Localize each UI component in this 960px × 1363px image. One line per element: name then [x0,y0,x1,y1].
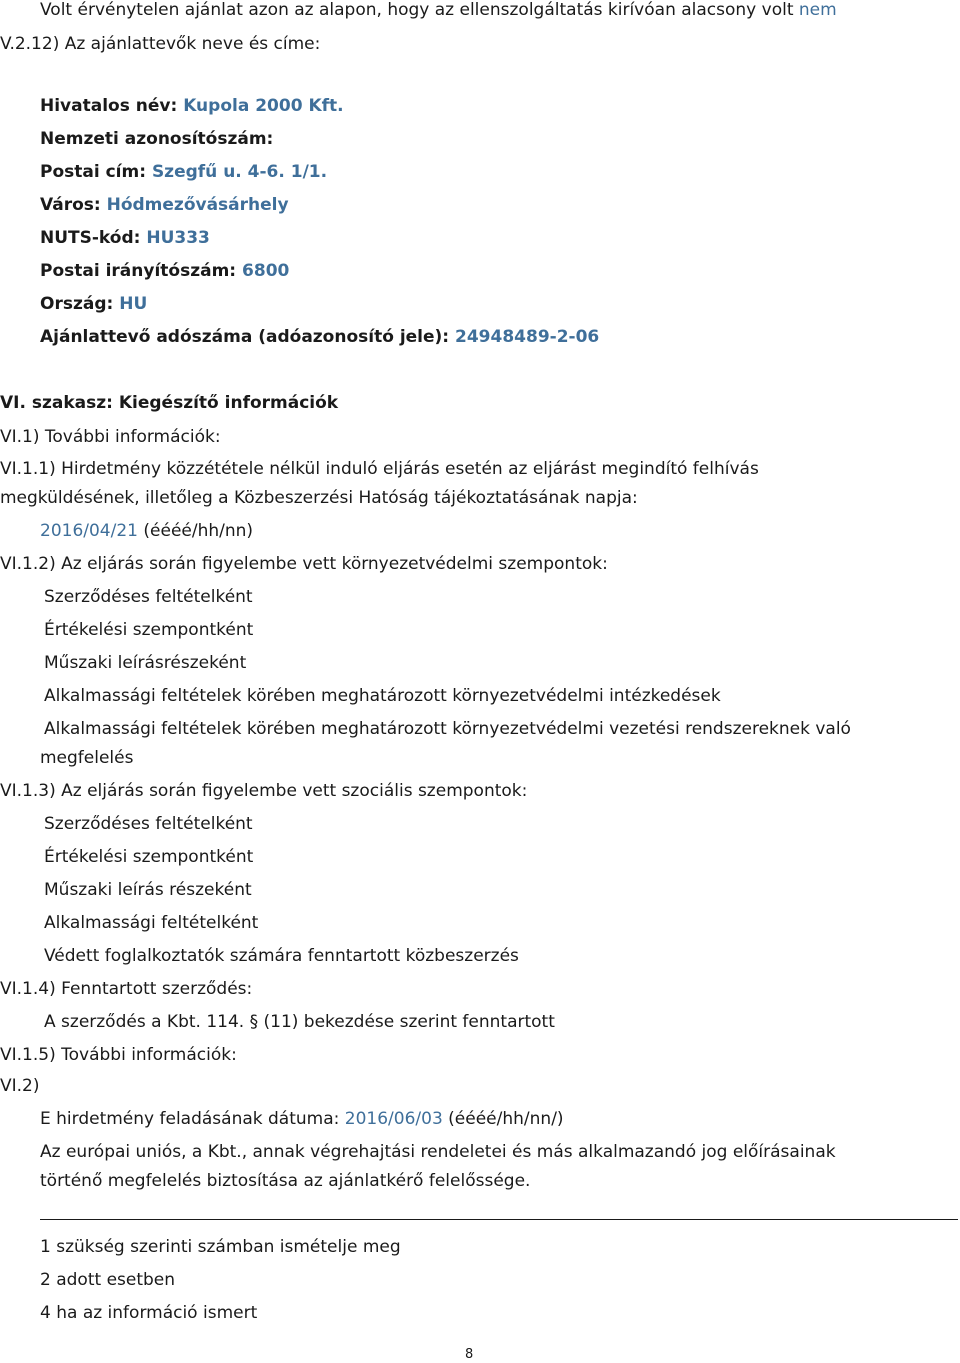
vi12-item: Értékelési szempontként [44,620,254,640]
vi13-item: Értékelési szempontként [44,847,254,867]
tax-number-label: Ajánlattevő adószáma (adóazonosító jele): [40,327,456,347]
tax-number-value: 24948489-2-06 [455,327,600,347]
vi12-item-continuation: megfelelés [40,748,134,768]
vi12-item: Szerződéses feltételként [44,587,253,607]
vi15-heading: VI.1.5) További információk: [0,1045,237,1065]
official-name-value: Kupola 2000 Kft. [183,96,344,116]
official-name-label: Hivatalos név: [40,96,184,116]
official-name-row [40,96,344,116]
footnote: 2 adott esetben [40,1270,176,1290]
vi13-item: Alkalmassági feltételként [44,913,259,933]
country-value: HU [119,294,148,314]
vi13-item: Védett foglalkoztatók számára fenntartott közbeszerzés [44,946,519,966]
city-value: Hódmezővásárhely [106,195,289,215]
vi11-date-format: (éééé/hh/nn) [137,521,254,541]
tenderers-heading: V.2.12) Az ajánlattevők neve és címe: [0,34,321,54]
responsibility-line-1: Az európai uniós, a Kbt., annak végrehajtási rendeletei és más alkalmazandó jog előírásainak [40,1142,836,1162]
responsibility-line-2: történő megfelelés biztosítása az ajánlatkérő felelőssége. [40,1171,531,1191]
nuts-row [40,228,210,248]
vi14-heading: VI.1.4) Fenntartott szerződés: [0,979,253,999]
postal-address-value: Szegfű u. 4-6. 1/1. [151,162,328,182]
vi13-item: Műszaki leírás részeként [44,880,252,900]
postcode-label: Postai irányítószám: [40,261,243,281]
invalid-offer-value: nem [798,0,837,20]
vi13-heading: VI.1.3) Az eljárás során figyelembe vett szociális szempontok: [0,781,528,801]
send-date-value: 2016/06/03 [344,1109,443,1129]
send-date-row [40,1109,564,1129]
send-date-format: (éééé/hh/nn/) [442,1109,564,1129]
city-label: Város: [40,195,107,215]
vi12-heading: VI.1.2) Az eljárás során figyelembe vett környezetvédelmi szempontok: [0,554,608,574]
vi2-heading: VI.2) [0,1076,40,1096]
country-label: Ország: [40,294,120,314]
send-date-label: E hirdetmény feladásának dátuma: [40,1109,345,1129]
invalid-offer-line [40,0,837,20]
invalid-offer-text: Volt érvénytelen ajánlat azon az alapon, hogy az ellenszolgáltatás kirívóan alacsony volt [40,0,799,20]
postcode-value: 6800 [242,261,290,281]
tax-number-row [40,327,599,347]
footnote: 1 szükség szerinti számban ismételje meg [40,1237,401,1257]
footnote-separator [40,1219,958,1220]
vi12-item: Alkalmassági feltételek körében meghatározott környezetvédelmi intézkedések [44,686,721,706]
postal-address-row [40,162,327,182]
vi11-line-2: megküldésének, illetőleg a Közbeszerzési Hatóság tájékoztatásának napja: [0,488,638,508]
vi11-date-value: 2016/04/21 [40,521,138,541]
vi11-date-row [40,521,253,541]
vi12-item: Alkalmassági feltételek körében meghatározott környezetvédelmi vezetési rendszereknek való [44,719,851,739]
nuts-value: HU333 [146,228,210,248]
country-row [40,294,147,314]
city-row [40,195,289,215]
vi12-item: Műszaki leírásrészeként [44,653,247,673]
national-id-label: Nemzeti azonosítószám: [40,129,274,149]
section-vi-title: VI. szakasz: Kiegészítő információk [0,393,339,413]
vi1-heading: VI.1) További információk: [0,427,221,447]
postal-address-label: Postai cím: [40,162,152,182]
footnote: 4 ha az információ ismert [40,1303,258,1323]
postcode-row [40,261,289,281]
vi11-line-1: VI.1.1) Hirdetmény közzététele nélkül induló eljárás esetén az eljárást megindító felhívás [0,459,759,479]
vi13-item: Szerződéses feltételként [44,814,253,834]
page-number: 8 [465,1347,474,1362]
vi14-item: A szerződés a Kbt. 114. § (11) bekezdése szerint fenntartott [44,1012,555,1032]
nuts-label: NUTS-kód: [40,228,147,248]
